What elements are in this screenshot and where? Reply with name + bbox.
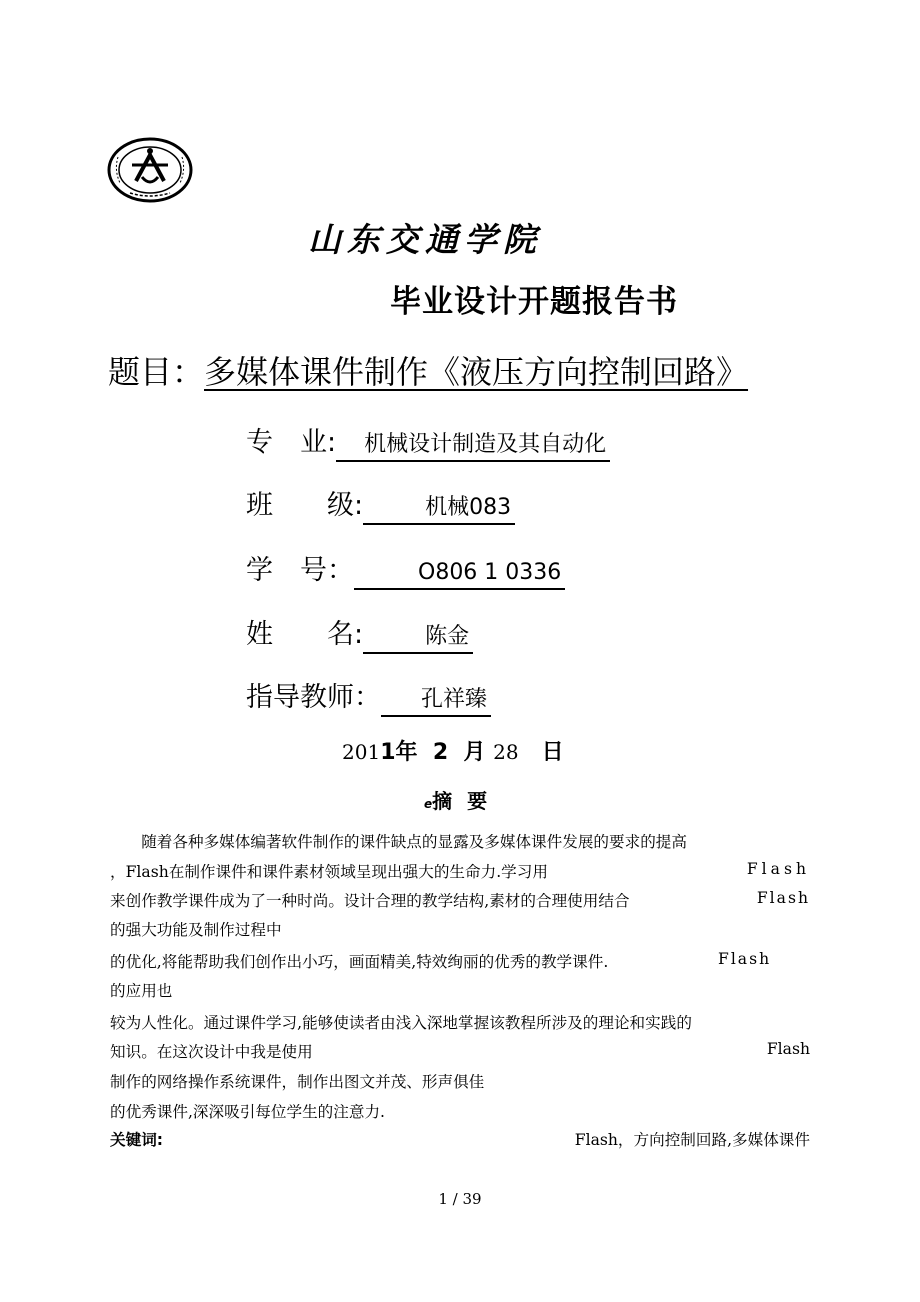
topic-value: 多媒体课件制作《液压方向控制回路》 bbox=[204, 353, 749, 391]
abstract-line: 随着各种多媒体编著软件制作的课件缺点的显露及多媒体课件发展的要求的提高 bbox=[110, 833, 687, 851]
abstract-line: 知识。在这次设计中我是使用 bbox=[110, 1043, 313, 1061]
field-name bbox=[246, 612, 473, 654]
field-value: 孔祥臻 bbox=[381, 685, 491, 717]
keywords-label: 关键词: bbox=[110, 1131, 164, 1149]
date-month: 2 bbox=[432, 740, 449, 765]
keywords-value: Flash，方向控制回路,多媒体课件 bbox=[574, 1131, 810, 1149]
field-value: O806 1 0336 bbox=[354, 558, 565, 590]
field-label: 班 级: bbox=[246, 490, 364, 521]
date-month-label: 月 bbox=[463, 740, 486, 765]
abstract-line: 的强大功能及制作过程中 bbox=[110, 921, 282, 939]
date-day-label: 日 bbox=[541, 740, 564, 765]
field-label: 姓 名: bbox=[246, 619, 364, 650]
field-class bbox=[246, 483, 515, 525]
date-year: 201 bbox=[342, 740, 381, 764]
field-value: 机械083 bbox=[363, 493, 515, 525]
field-advisor bbox=[246, 675, 491, 717]
date bbox=[342, 735, 564, 766]
abstract-line: 的优秀课件,深深吸引每位学生的注意力. bbox=[110, 1103, 386, 1121]
date-year-tail: 1年 bbox=[380, 740, 418, 765]
abstract-line-flash: Flash bbox=[718, 950, 772, 968]
abstract-line: 制作的网络操作系统课件，制作出图文并茂、形声俱佳 bbox=[110, 1073, 485, 1091]
field-label: 指导教师： bbox=[246, 682, 381, 713]
date-day: 28 bbox=[493, 740, 519, 764]
field-major bbox=[246, 420, 610, 462]
school-name: 山东交通学院 bbox=[308, 220, 542, 259]
abstract-line-flash: Flash bbox=[766, 1040, 810, 1058]
field-student-id bbox=[246, 548, 565, 590]
abstract-mark: e bbox=[424, 797, 433, 811]
topic-label: 题目： bbox=[108, 353, 205, 391]
page-number: 1 / 39 bbox=[438, 1190, 482, 1208]
abstract-line: 来创作教学课件成为了一种时尚。设计合理的教学结构,素材的合理使用结合 bbox=[110, 892, 630, 910]
field-label: 专 业: bbox=[246, 427, 337, 458]
abstract-line: 的应用也 bbox=[110, 982, 173, 1000]
abstract-line: 的优化,将能帮助我们创作出小巧，画面精美,特效绚丽的优秀的教学课件. bbox=[110, 953, 609, 971]
abstract-line: ，Flash在制作课件和课件素材领域呈现出强大的生命力.学习用 bbox=[110, 863, 548, 881]
abstract-line-flash: Flash bbox=[756, 889, 810, 907]
field-value: 机械设计制造及其自动化 bbox=[336, 430, 610, 462]
abstract-line: 较为人性化。通过课件学习,能够使读者由浅入深地掌握该教程所涉及的理论和实践的 bbox=[110, 1014, 692, 1032]
abstract-heading-text: 摘 要 bbox=[432, 789, 492, 813]
topic-row bbox=[108, 347, 762, 393]
field-value: 陈金 bbox=[363, 622, 473, 654]
university-seal-logo bbox=[106, 137, 194, 203]
report-title: 毕业设计开题报告书 bbox=[390, 284, 678, 320]
abstract-heading bbox=[424, 785, 491, 814]
field-label: 学 号： bbox=[246, 555, 354, 586]
abstract-line-flash: Flash bbox=[746, 860, 810, 878]
